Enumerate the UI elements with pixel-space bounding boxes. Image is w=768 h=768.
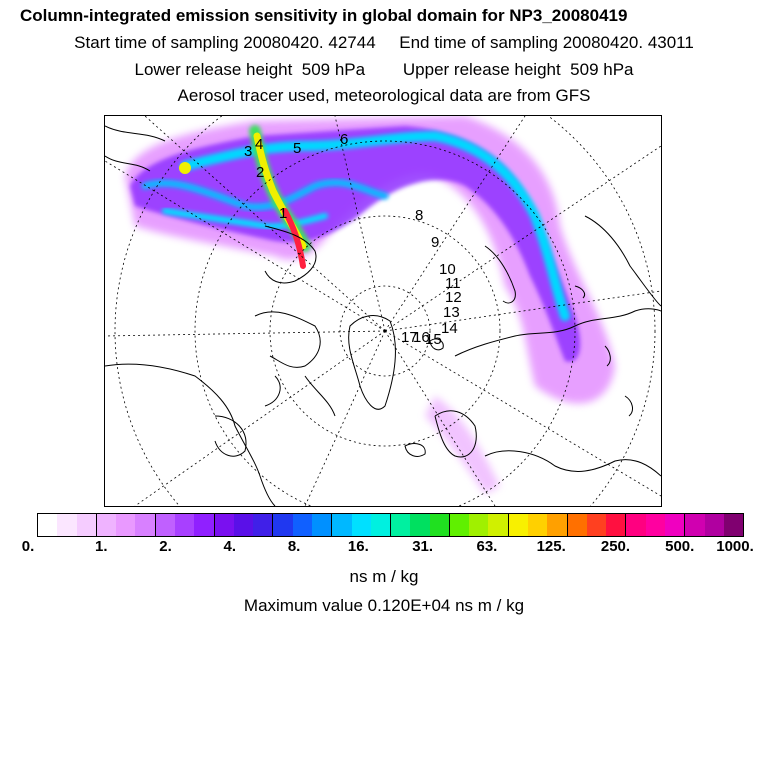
colorbar-swatch xyxy=(96,514,116,536)
day-label-14: 14 xyxy=(441,320,458,337)
colorbar-tick-label: 16. xyxy=(347,538,369,555)
colorbar-swatch xyxy=(508,514,528,536)
colorbar-swatch xyxy=(175,514,194,536)
day-label-11: 11 xyxy=(445,275,461,292)
day-label-6: 6 xyxy=(340,131,349,148)
meridian-3 xyxy=(135,331,385,506)
colorbar-swatch xyxy=(587,514,606,536)
map-canvas xyxy=(105,116,661,506)
colorbar-swatch xyxy=(57,514,76,536)
meridian-4 xyxy=(305,331,385,506)
meridian-2 xyxy=(105,331,385,336)
colorbar-tick-label: 1. xyxy=(95,538,108,555)
colorbar-swatch xyxy=(155,514,175,536)
colorbar-tick-label: 500. xyxy=(665,538,695,555)
colorbar-tick-labels xyxy=(0,538,768,558)
colorbar-swatch xyxy=(38,514,57,536)
colorbar-swatch xyxy=(606,514,625,536)
colorbar-swatch xyxy=(390,514,410,536)
colorbar xyxy=(37,513,744,537)
day-label-13: 13 xyxy=(443,304,460,321)
day-label-9: 9 xyxy=(431,234,440,251)
day-label-5: 5 xyxy=(293,140,302,157)
colorbar-swatch xyxy=(705,514,724,536)
colorbar-tick-label: 8. xyxy=(287,538,301,555)
emission-sensitivity-map xyxy=(104,115,662,507)
colorbar-swatch xyxy=(253,514,272,536)
colorbar-swatch xyxy=(234,514,253,536)
colorbar-swatch xyxy=(272,514,292,536)
colorbar-tick-label: 31. xyxy=(412,538,434,555)
day-label-8: 8 xyxy=(415,207,424,224)
colorbar-swatch xyxy=(469,514,488,536)
colorbar-swatch xyxy=(214,514,234,536)
colorbar-swatch xyxy=(410,514,429,536)
colorbar-units: ns m / kg xyxy=(349,567,419,586)
colorbar-swatch xyxy=(371,514,390,536)
coast-iceland xyxy=(405,444,425,457)
day-label-17: 17 xyxy=(401,329,418,346)
day-label-1: 1 xyxy=(279,205,288,222)
plume-yellow-blob xyxy=(179,162,191,174)
day-label-15: 15 xyxy=(425,331,442,348)
colorbar-tick-label: 4. xyxy=(223,538,237,555)
colorbar-tick-label: 0. xyxy=(21,538,35,555)
plume-south-tail xyxy=(425,396,500,494)
colorbar-swatch xyxy=(528,514,547,536)
colorbar-swatch xyxy=(293,514,312,536)
colorbar-swatch xyxy=(430,514,449,536)
colorbar-swatch xyxy=(567,514,587,536)
colorbar-swatch xyxy=(77,514,96,536)
colorbar-swatch xyxy=(646,514,665,536)
day-label-2: 2 xyxy=(256,164,265,181)
colorbar-tick-label: 1000. xyxy=(716,538,754,555)
day-label-12: 12 xyxy=(445,289,462,306)
colorbar-swatch xyxy=(665,514,684,536)
colorbar-swatch xyxy=(625,514,645,536)
coast-east-asia xyxy=(585,216,661,306)
plume-layer xyxy=(125,116,615,494)
colorbar-tick-label: 250. xyxy=(600,538,631,555)
colorbar-swatch xyxy=(312,514,331,536)
colorbar-tick-label: 125. xyxy=(536,538,566,555)
day-label-3: 3 xyxy=(244,143,253,160)
tracer-info: Aerosol tracer used, meteorological data are from GFS xyxy=(177,86,591,105)
day-label-10: 10 xyxy=(439,261,456,278)
day-label-16: 16 xyxy=(413,329,430,346)
colorbar-swatch xyxy=(352,514,371,536)
release-heights: Lower release height 509 hPa Upper release height 509 hPa xyxy=(134,60,634,79)
colorbar-swatch xyxy=(724,514,743,536)
coast-hudson xyxy=(215,416,246,456)
coast-north-america xyxy=(105,364,275,506)
colorbar-swatch xyxy=(116,514,135,536)
colorbar-swatch xyxy=(684,514,704,536)
day-label-4: 4 xyxy=(255,136,264,153)
coast-canada-arctic xyxy=(255,312,335,416)
colorbar-tick-label: 63. xyxy=(476,538,498,555)
colorbar-swatch xyxy=(547,514,566,536)
map-title: Column-integrated emission sensitivity in global domain for NP3_20080419 xyxy=(20,6,628,25)
coast-europe xyxy=(485,451,661,476)
sampling-times: Start time of sampling 20080420. 42744 End time of sampling 20080420. 43011 xyxy=(74,33,694,52)
colorbar-swatch xyxy=(135,514,154,536)
maximum-value: Maximum value 0.120E+04 ns m / kg xyxy=(243,596,525,615)
colorbar-tick-label: 2. xyxy=(159,538,172,555)
colorbar-swatch xyxy=(449,514,469,536)
colorbar-swatch xyxy=(194,514,213,536)
colorbar-swatch xyxy=(331,514,351,536)
colorbar-swatch xyxy=(488,514,507,536)
